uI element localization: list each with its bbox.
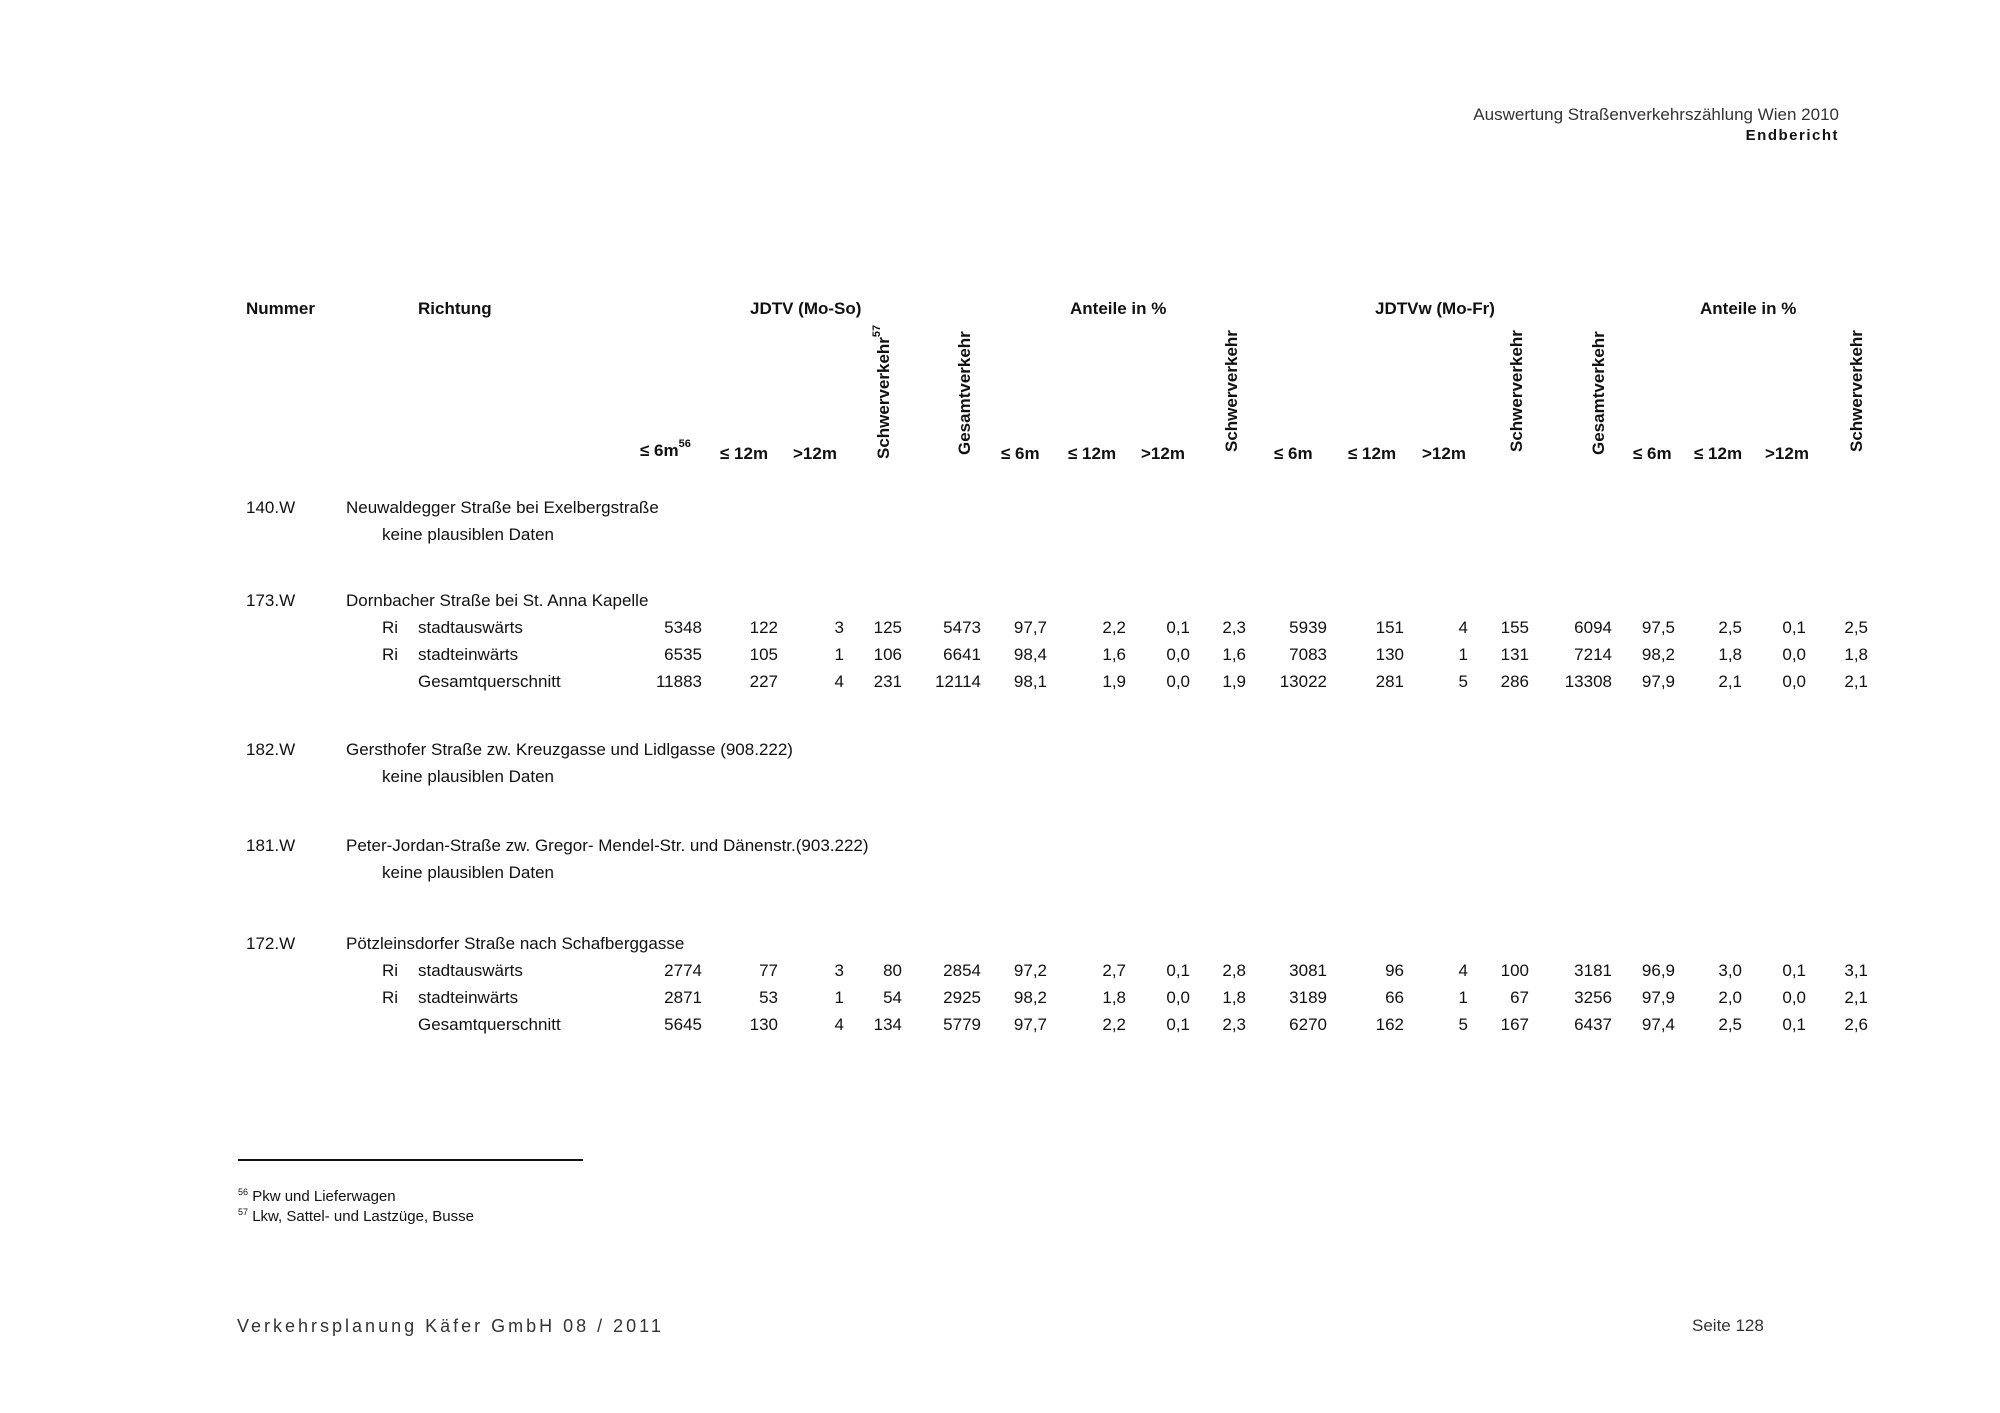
section-location: Pötzleinsdorfer Straße nach Schafberggasse	[346, 934, 685, 953]
table-cell: 2,7	[1102, 961, 1126, 980]
subheader-gt12m-4: >12m	[1765, 444, 1809, 463]
table-cell: 162	[1375, 1015, 1404, 1034]
table-cell: 98,1	[1013, 672, 1047, 691]
subheader-le6m-4: ≤ 6m	[1633, 444, 1672, 463]
table-cell: 1	[834, 645, 844, 664]
row-label: stadtauswärts	[418, 618, 523, 637]
table-cell: 1	[834, 988, 844, 1007]
table-cell: 5645	[664, 1015, 702, 1034]
table-cell: 125	[873, 618, 902, 637]
table-cell: 106	[873, 645, 902, 664]
table-cell: 4	[1458, 618, 1468, 637]
table-cell: 0,0	[1782, 645, 1806, 664]
table-cell: 1,9	[1222, 672, 1246, 691]
footnote-separator	[238, 1159, 583, 1161]
col-header-schwerverkehr-4: Schwerverkehr	[1847, 330, 1866, 452]
table-cell: 97,4	[1641, 1015, 1675, 1034]
table-cell: 13308	[1564, 672, 1612, 691]
table-cell: 1,6	[1222, 645, 1246, 664]
table-cell: 97,7	[1013, 618, 1047, 637]
table-cell: 5	[1458, 672, 1468, 691]
table-cell: 77	[759, 961, 778, 980]
table-cell: 2,5	[1718, 618, 1742, 637]
subheader-gt12m-1: >12m	[793, 444, 837, 463]
table-cell: 6094	[1574, 618, 1612, 637]
table-cell: 2925	[943, 988, 981, 1007]
row-label: Gesamtquerschnitt	[418, 672, 561, 691]
col-header-schwerverkehr-3: Schwerverkehr	[1507, 330, 1526, 452]
col-header-jdtvw: JDTVw (Mo-Fr)	[1375, 299, 1495, 318]
table-cell: 0,0	[1782, 988, 1806, 1007]
section-number: 140.W	[246, 498, 296, 517]
table-cell: 286	[1500, 672, 1529, 691]
table-cell: 0,0	[1166, 672, 1190, 691]
section-number: 173.W	[246, 591, 296, 610]
table-cell: 231	[873, 672, 902, 691]
table-cell: 3	[834, 961, 844, 980]
table-cell: 1	[1458, 988, 1468, 1007]
section-location: Neuwaldegger Straße bei Exelbergstraße	[346, 498, 659, 517]
col-header-gesamtverkehr-1: Gesamtverkehr	[955, 331, 974, 455]
col-header-schwerverkehr-2: Schwerverkehr	[1222, 330, 1241, 452]
table-cell: 3189	[1289, 988, 1327, 1007]
table-cell: 2,1	[1844, 988, 1868, 1007]
table-cell: 5939	[1289, 618, 1327, 637]
table-cell: 227	[749, 672, 778, 691]
table-cell: 2854	[943, 961, 981, 980]
section-note: keine plausiblen Daten	[382, 525, 555, 544]
table-cell: 151	[1375, 618, 1404, 637]
table-cell: 98,2	[1641, 645, 1675, 664]
col-header-anteile-1: Anteile in %	[1070, 299, 1167, 318]
table-cell: 5348	[664, 618, 702, 637]
subheader-le6m-2: ≤ 6m	[1001, 444, 1040, 463]
table-cell: 4	[834, 1015, 844, 1034]
col-header-gesamtverkehr-2: Gesamtverkehr	[1589, 331, 1608, 455]
table-cell: 3,0	[1718, 961, 1742, 980]
section-note: keine plausiblen Daten	[382, 863, 555, 882]
table-cell: 98,2	[1013, 988, 1047, 1007]
table-cell: 155	[1500, 618, 1529, 637]
table-cell: 97,9	[1641, 988, 1675, 1007]
table-cell: 0,0	[1166, 988, 1190, 1007]
table-cell: 98,4	[1013, 645, 1047, 664]
table-cell: 3	[834, 618, 844, 637]
col-header-jdtv: JDTV (Mo-So)	[750, 299, 862, 318]
table-cell: 1,8	[1222, 988, 1246, 1007]
table-cell: 2,2	[1102, 1015, 1126, 1034]
table-cell: 1,8	[1844, 645, 1868, 664]
document-title: Auswertung Straßenverkehrszählung Wien 2010	[1473, 105, 1839, 124]
footnote-57: $^{57}$ Lkw, Sattel- und Lastzüge, Busse	[238, 1207, 474, 1225]
subheader-le12m-3: ≤ 12m	[1348, 444, 1397, 463]
table-cell: 97,2	[1013, 961, 1047, 980]
row-direction-prefix: Ri	[382, 618, 399, 637]
subheader-gt12m-2: >12m	[1141, 444, 1185, 463]
table-cell: 2774	[664, 961, 702, 980]
table-cell: 54	[883, 988, 902, 1007]
table-cell: 53	[759, 988, 778, 1007]
table-cell: 130	[749, 1015, 778, 1034]
section-number: 181.W	[246, 836, 296, 855]
table-cell: 1	[1458, 645, 1468, 664]
col-header-nummer: Nummer	[246, 299, 315, 318]
table-cell: 0,1	[1166, 1015, 1190, 1034]
table-cell: 1,8	[1102, 988, 1126, 1007]
row-label: stadtauswärts	[418, 961, 523, 980]
table-cell: 0,0	[1166, 645, 1190, 664]
col-header-richtung: Richtung	[418, 299, 492, 318]
row-label: stadteinwärts	[418, 645, 519, 664]
footer-company: Verkehrsplanung Käfer GmbH 08 / 2011	[237, 1316, 664, 1336]
table-cell: 97,9	[1641, 672, 1675, 691]
table-cell: 7083	[1289, 645, 1327, 664]
table-cell: 6535	[664, 645, 702, 664]
table-cell: 134	[873, 1015, 902, 1034]
table-cell: 167	[1500, 1015, 1529, 1034]
table-cell: 66	[1385, 988, 1404, 1007]
table-cell: 11883	[655, 672, 702, 691]
section-number: 172.W	[246, 934, 296, 953]
table-cell: 3081	[1289, 961, 1327, 980]
table-cell: 12114	[934, 672, 981, 691]
table-cell: 5473	[943, 618, 981, 637]
table-cell: 130	[1375, 645, 1404, 664]
table-cell: 105	[749, 645, 778, 664]
table-cell: 5779	[943, 1015, 981, 1034]
table-cell: 67	[1510, 988, 1529, 1007]
table-cell: 4	[834, 672, 844, 691]
table-cell: 2,5	[1844, 618, 1868, 637]
table-cell: 122	[749, 618, 778, 637]
subheader-le6m-1: ≤ $6m^{56}$	[640, 438, 691, 460]
section-number: 182.W	[246, 740, 296, 759]
table-cell: 2,3	[1222, 618, 1246, 637]
table-cell: 0,1	[1782, 961, 1806, 980]
table-cell: 100	[1500, 961, 1529, 980]
table-cell: 0,1	[1782, 618, 1806, 637]
table-cell: 97,5	[1641, 618, 1675, 637]
table-cell: 281	[1375, 672, 1404, 691]
table-cell: 6641	[943, 645, 981, 664]
table-cell: 2,0	[1718, 988, 1742, 1007]
table-cell: 2,3	[1222, 1015, 1246, 1034]
subheader-le12m-4: ≤ 12m	[1694, 444, 1743, 463]
section-location: Peter-Jordan-Straße zw. Gregor- Mendel-Str. und Dänenstr.(903.222)	[346, 836, 869, 855]
table-cell: 1,9	[1102, 672, 1126, 691]
table-cell: 96	[1385, 961, 1404, 980]
table-cell: 4	[1458, 961, 1468, 980]
footer-page-number: Seite 128	[1692, 1316, 1764, 1335]
section-location: Dornbacher Straße bei St. Anna Kapelle	[346, 591, 649, 610]
document-subtitle: Endbericht	[1745, 127, 1839, 144]
table-cell: 2,1	[1844, 672, 1868, 691]
table-cell: 13022	[1279, 672, 1327, 691]
col-header-schwerverkehr-1: Schwerverkehr$^{57}$	[871, 324, 893, 459]
table-cell: 1,6	[1102, 645, 1126, 664]
section-note: keine plausiblen Daten	[382, 767, 555, 786]
table-cell: 0,1	[1782, 1015, 1806, 1034]
table-cell: 0,1	[1166, 961, 1190, 980]
table-cell: 80	[883, 961, 902, 980]
table-cell: 2,6	[1844, 1015, 1868, 1034]
subheader-le6m-3: ≤ 6m	[1274, 444, 1313, 463]
col-header-anteile-2: Anteile in %	[1700, 299, 1797, 318]
subheader-gt12m-3: >12m	[1422, 444, 1466, 463]
table-cell: 2,5	[1718, 1015, 1742, 1034]
table-cell: 3256	[1574, 988, 1612, 1007]
table-cell: 2871	[664, 988, 702, 1007]
table-cell: 5	[1458, 1015, 1468, 1034]
table-cell: 2,1	[1718, 672, 1742, 691]
table-cell: 1,8	[1718, 645, 1742, 664]
table-cell: 6437	[1574, 1015, 1612, 1034]
table-cell: 2,8	[1222, 961, 1246, 980]
table-cell: 97,7	[1013, 1015, 1047, 1034]
table-cell: 3,1	[1844, 961, 1868, 980]
table-cell: 3181	[1574, 961, 1612, 980]
section-location: Gersthofer Straße zw. Kreuzgasse und Lidlgasse (908.222)	[346, 740, 793, 759]
subheader-le12m-1: ≤ 12m	[720, 444, 769, 463]
table-cell: 2,2	[1102, 618, 1126, 637]
table-cell: 0,0	[1782, 672, 1806, 691]
row-direction-prefix: Ri	[382, 645, 399, 664]
table-cell: 131	[1500, 645, 1529, 664]
table-cell: 96,9	[1641, 961, 1675, 980]
row-direction-prefix: Ri	[382, 988, 399, 1007]
table-cell: 0,1	[1166, 618, 1190, 637]
footnote-56: $^{56}$ Pkw und Lieferwagen	[238, 1187, 396, 1205]
table-cell: 7214	[1574, 645, 1612, 664]
row-direction-prefix: Ri	[382, 961, 399, 980]
row-label: stadteinwärts	[418, 988, 519, 1007]
table-cell: 6270	[1289, 1015, 1327, 1034]
subheader-le12m-2: ≤ 12m	[1068, 444, 1117, 463]
row-label: Gesamtquerschnitt	[418, 1015, 561, 1034]
